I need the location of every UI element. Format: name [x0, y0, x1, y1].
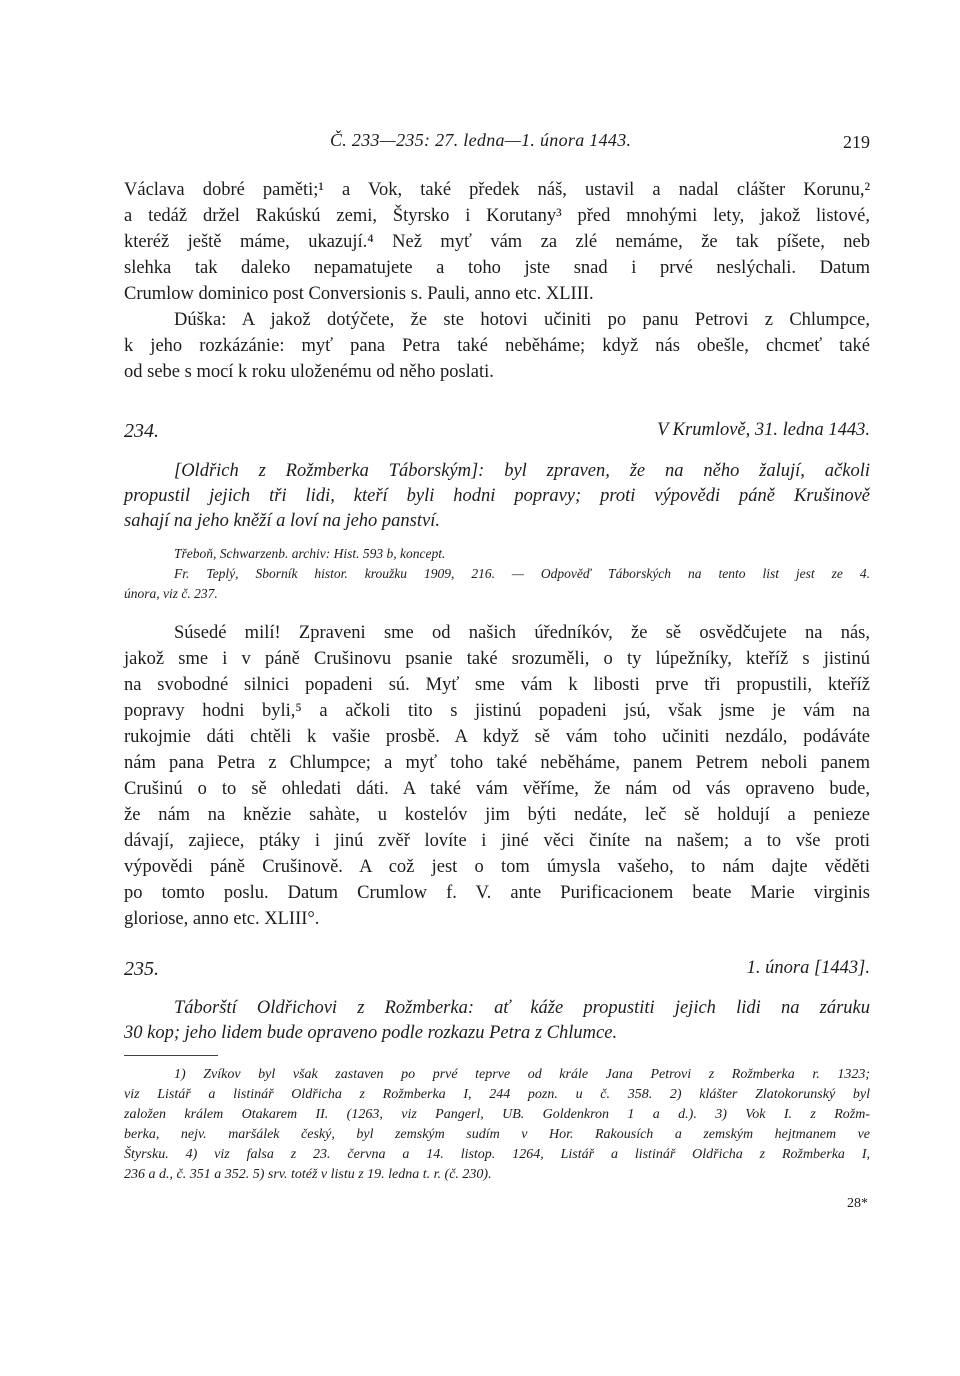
text-line: Crumlow dominico post Conversionis s. Pauli, anno etc. XLIII.: [124, 284, 594, 304]
document-234-source: [124, 544, 870, 604]
continuation-text: [124, 177, 870, 385]
page-number: 219: [843, 132, 870, 152]
text-line: jakož sme i v páně Crušinovu psanie také srozuměli, o ty lúpežníky, kteříž s jistinú: [124, 649, 870, 669]
text-line: kteréž ještě máme, ukazují.⁴ Než myť vám za zlé nemáme, že tak píšete, neb: [124, 232, 870, 252]
text-line: slehka tak daleko nepamatujete a toho jste snad i prvé neslýchali. Datum: [124, 258, 870, 278]
footnote-line: berka, nejv. maršálek český, byl zemským sudím v Hor. Rakousích a zemským hejtmanem ve: [124, 1127, 870, 1142]
text-line: gloriose, anno etc. XLIII°.: [124, 909, 320, 929]
document-number: 234.: [124, 420, 159, 442]
regest-line: [Oldřich z Rožmberka Táborským]: byl zpraven, že na něho žalují, ačkoli: [174, 461, 870, 481]
text-line: výpovědi páně Crušinově. A což jest o tom úmysla vašeho, to nám dajte věděti: [124, 857, 870, 877]
footnote-line: založen králem Otakarem II. (1263, viz Pangerl, UB. Goldenkron 1 a d.). 3) Vok I. z Rožm-: [124, 1107, 870, 1122]
regest-line: propustil jejich tři lidi, kteří byli hodni popravy; proti výpovědi páně Krušinově: [124, 486, 870, 506]
footnote-line: Štyrsku. 4) viz falsa z 23. června a 14. listop. 1264, Listář a listinář Oldřicha z Rožmberka I,: [124, 1147, 870, 1162]
text-line: na svobodné silnici popadeni sú. Myť sme vám k libosti prve tři propustili, kteříž: [124, 675, 870, 695]
text-line: že nám na knězie sahàte, u kostelóv jim býti nedáte, leč sě holdují a penieze: [124, 805, 870, 825]
footnote-line: viz Listář a listinář Oldřicha z Rožmberka I, 244 pozn. u č. 358. 2) klášter Zlatokorunský byl: [124, 1087, 870, 1102]
document-235-heading: [124, 958, 870, 984]
document-234-heading: [124, 420, 870, 446]
footnote-line: 1) Zvíkov byl však zastaven po prvé teprve od krále Jana Petrovi z Rožmberka r. 1323;: [174, 1067, 870, 1082]
regest-line: Táborští Oldřichovi z Rožmberka: ať káže propustiti jejich lidi na záruku: [174, 998, 870, 1018]
text-line: Václava dobré paměti;¹ a Vok, také předek náš, ustavil a nadal clášter Korunu,²: [124, 180, 870, 200]
text-line: od sebe s mocí k roku uloženému od něho poslati.: [124, 362, 494, 382]
running-head: [124, 130, 870, 154]
footnote-line: 236 a d., č. 351 a 352. 5) srv. totéž v listu z 19. ledna t. r. (č. 230).: [124, 1167, 492, 1182]
document-number: 235.: [124, 958, 159, 980]
text-line: popravy hodni byli,⁵ a ačkoli tito s jistinú popadeni jsú, však jsme je vám na: [124, 701, 870, 721]
text-line: a tedáž držel Rakúskú zemi, Štyrsko i Korutany³ před mnohými lety, jakož listové,: [124, 206, 870, 226]
document-place-date: 1. února [1443].: [746, 958, 870, 978]
document-234-regest: [124, 459, 870, 534]
text-line: dávají, zajiece, ptáky i jinú zvěř lovíte i jiné věci činíte na našem; a to vše proti: [124, 831, 870, 851]
source-line: Fr. Teplý, Sborník histor. kroužku 1909, 216. — Odpověď Táborských na tento list jest ze 4.: [174, 566, 870, 581]
regest-line: 30 kop; jeho lidem bude opraveno podle rozkazu Petra z Chlumce.: [124, 1023, 618, 1043]
text-line: nám pana Petra z Chlumpce; a myť toho také neběháme, panem Petrem neboli panem: [124, 753, 870, 773]
text-line: k jeho rozkázánie: myť pana Petra také neběháme; když nás obešle, chcmeť také: [124, 336, 870, 356]
signature-mark: 28*: [847, 1196, 868, 1211]
footnote-rule: [124, 1055, 218, 1056]
regest-line: sahají na jeho kněží a loví na jeho panství.: [124, 511, 440, 531]
text-line: Súsedé milí! Zpraveni sme od našich úředníkóv, že sě osvědčujete na nás,: [174, 623, 870, 643]
text-line: po tomto poslu. Datum Crumlow f. V. ante Purificacionem beate Marie virginis: [124, 883, 870, 903]
source-line: února, viz č. 237.: [124, 586, 218, 601]
document-234-text: [124, 620, 870, 932]
document-235-regest: [124, 996, 870, 1046]
text-line: rukojmie dáti chtěli k vašie prosbě. A když sě vám toho učiniti nezdálo, podáváte: [124, 727, 870, 747]
footnotes: [124, 1065, 870, 1185]
text-line: Dúška: A jakož dotýčete, že ste hotovi učiniti po panu Petrovi z Chlumpce,: [174, 310, 870, 330]
text-line: Crušinú o to sě ohledati dáti. A také vám věříme, že nám od vás opraveno bude,: [124, 779, 870, 799]
running-title: Č. 233—235: 27. ledna—1. února 1443.: [330, 130, 632, 150]
document-place-date: V Krumlově, 31. ledna 1443.: [657, 420, 870, 440]
source-line: Třeboň, Schwarzenb. archiv: Hist. 593 b, koncept.: [174, 546, 446, 561]
